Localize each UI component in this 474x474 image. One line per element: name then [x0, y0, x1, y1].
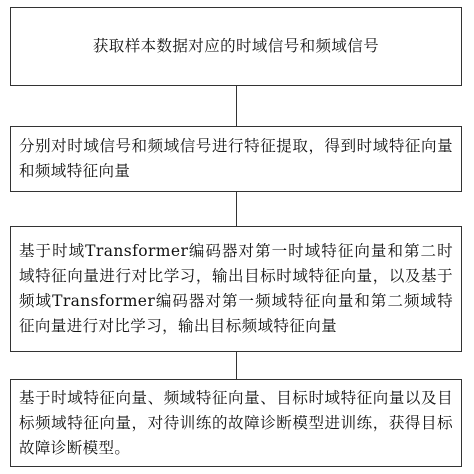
step-2-text: 分别对时域信号和频域信号进行特征提取，得到时域特征向量和频域特征向量 [19, 137, 453, 180]
step-1-box [10, 7, 462, 86]
connector-3-4 [236, 352, 237, 379]
step-3-text: 基于时域Transformer编码器对第一时域特征向量和第二时域特征向量进行对比学习，输出目标时域特征向量，以及基于频域Transformer编码器对第一频域特征向量和第二频域特征向量进行对比学习，输出目标频域特征向量 [19, 242, 453, 335]
step-4-box [10, 379, 462, 467]
connector-1-2 [236, 86, 237, 126]
step-1-text: 获取样本数据对应的时域信号和频域信号 [92, 37, 380, 55]
step-3-box [10, 226, 462, 352]
connector-2-3 [236, 192, 237, 226]
step-4-text: 基于时域特征向量、频域特征向量、目标时域特征向量以及目标频域特征向量，对待训练的故障诊断模型进训练，获得目标故障诊断模型。 [19, 388, 453, 457]
step-2-box [10, 126, 462, 192]
